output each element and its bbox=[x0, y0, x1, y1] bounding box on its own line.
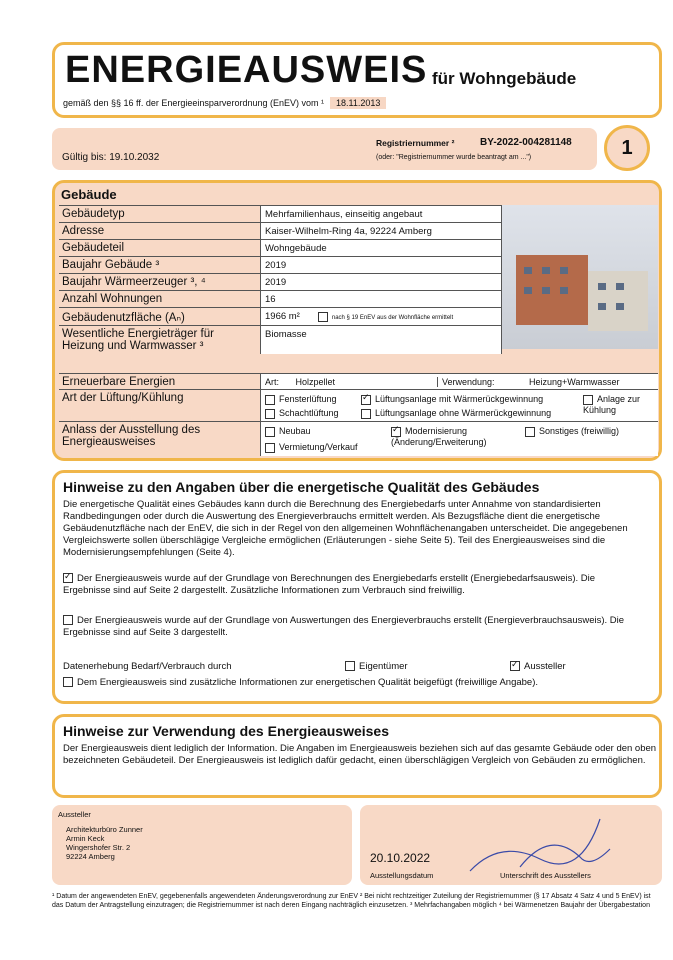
registration-box bbox=[52, 128, 597, 170]
enev-date: 18.11.2013 bbox=[330, 97, 386, 109]
page-number: 1 bbox=[604, 125, 650, 171]
table-row: Anzahl Wohnungen 16 bbox=[59, 290, 658, 308]
valid-until: Gültig bis: 19.10.2032 bbox=[62, 152, 160, 163]
table-row: Wesentliche Energieträger für Heizung und Warmwasser ³ Biomasse bbox=[59, 325, 658, 354]
signature-box: 20.10.2022 Ausstellungsdatum Unterschrift des Ausstellers bbox=[360, 805, 662, 885]
reg-label: Registriernummer ² bbox=[376, 138, 455, 148]
footnotes: ¹ Datum der angewendeten EnEV, gegebenenfalls angewendeten Änderungsverordnung zur EnEV ² Bei nicht rechtzeitiger Zuteilung der Registriernummer (§ 17 Absatz 4 Satz 4 und 5 EnEV) ist das Datum der Antragstellung einzutragen; die Registriernummer ist nach deren Eingang nachträglich einzusetzen. ³ Mehrfachangaben möglich ⁴ bei Wärmenetzen Baujahr der Übergabestation bbox=[52, 893, 651, 909]
issue-date: 20.10.2022 bbox=[370, 851, 431, 865]
renewables-row: Erneuerbare Energien Art: Holzpellet Verwendung: Heizung+Warmwasser bbox=[59, 373, 658, 390]
reason-row: Anlass der Ausstellung des Energieausweises Neubau ✓ Modernisierung (Änderung/Erweiterung) Sonstiges (freiwillig) Vermietung/Verkauf bbox=[59, 421, 658, 456]
section-title: Gebäude bbox=[61, 187, 117, 202]
energy-quality-notes: Hinweise zu den Angaben über die energetische Qualität des Gebäudes Die energetische Qualität eines Gebäudes kann durch die Berechnung des Energiebedarfs unter Annahme von standardisierten Randbedingungen oder durch die Auswertung des Energieverbrauchs ermittelt werden. Als Bezugsfläche dient die energetische Gebäudenutzfläche nach der EnEV, die sich in der Regel von den allgemeinen Wohnflächenangaben unterscheidet. Die angegebenen Vergleichswerte sollen überschlägige Vergleiche ermöglichen (Erläuterungen - siehe Seite 5). Teil des Energieausweises sind die Modernisierungsempfehlungen (Seite 4). ✓Der Energieausweis wurde auf der Grundlage von Berechnungen des Energiebedarfs erstellt (Energiebedarfsausweis). Die Ergebnisse sind auf Seite 2 dargestellt. Zusätzliche Informationen zum Verbrauch sind freiwillig. Der Energieausweis wurde auf der Grundlage von Auswertungen des Energieverbrauchs erstellt (Energieverbrauchsausweis). Die Ergebnisse sind auf Seite 3 dargestellt. Datenerhebung Bedarf/Verbrauch durch Eigentümer ✓ Aussteller Dem Energieausweis sind zusätzliche Informationen zur energetischen Qualität beigefügt (freiwillige Angabe). bbox=[52, 470, 662, 704]
building-section bbox=[52, 180, 662, 461]
header-box bbox=[52, 42, 662, 118]
issuer-box: Aussteller Architekturbüro Zunner Armin Keck Wingershofer Str. 2 92224 Amberg bbox=[52, 805, 352, 885]
doc-subtitle: für Wohngebäude bbox=[432, 69, 577, 88]
table-row: Gebäudeteil Wohngebäude bbox=[59, 239, 658, 257]
ventilation-row: Art der Lüftung/Kühlung Fensterlüftung ✓ Lüftungsanlage mit Wärmerückgewinnung Anlage zur Kühlung Schachtlüftung Lüftungsanlage ohne Wärmerückgewinnung bbox=[59, 389, 658, 422]
legal-line: gemäß den §§ 16 ff. der Energieeinsparverordnung (EnEV) vom ¹ 18.11.2013 bbox=[63, 97, 386, 109]
reg-number: BY-2022-004281148 bbox=[480, 137, 572, 148]
table-row: Gebäudetyp Mehrfamilienhaus, einseitig angebaut bbox=[59, 205, 658, 223]
building-photo bbox=[502, 205, 658, 349]
section-title: Hinweise zu den Angaben über die energetische Qualität des Gebäudes bbox=[63, 479, 540, 495]
doc-title: ENERGIEAUSWEIS bbox=[65, 49, 428, 91]
table-row: Baujahr Gebäude ³ 2019 bbox=[59, 256, 658, 274]
table-row: Adresse Kaiser-Wilhelm-Ring 4a, 92224 Amberg bbox=[59, 222, 658, 240]
table-row: Gebäudenutzfläche (Aₙ) 1966 m² nach § 19 EnEV aus der Wohnfläche ermittelt bbox=[59, 307, 658, 326]
reg-note: (oder: "Registriernummer wurde beantragt am ...") bbox=[376, 154, 532, 161]
section-title: Hinweise zur Verwendung des Energieausweises bbox=[63, 723, 390, 739]
signature bbox=[460, 809, 630, 879]
usage-notes: Hinweise zur Verwendung des Energieausweises Der Energieausweis dient lediglich der Information. Die Angaben im Energieausweis beziehen sich auf das gesamte Gebäude oder den oben bezeichneten Gebäudeteil. Der Energieausweis ist lediglich dafür gedacht, einen überschlägigen Vergleich von Gebäuden zu ermöglichen. bbox=[52, 714, 662, 798]
table-row: Baujahr Wärmeerzeuger ³, ⁴ 2019 bbox=[59, 273, 658, 291]
